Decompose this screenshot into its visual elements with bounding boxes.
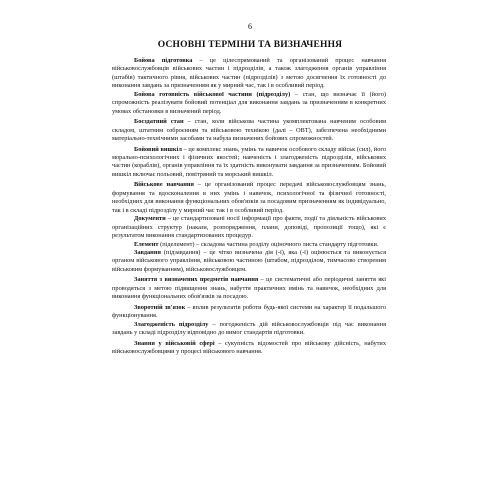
definition-text: – це організований процес передачі військовослужбовцям знань, формування та вдосконалення в них умінь і навичок, психологічної та фізичної готовності, необхідних для виконання функціональних обов'язків за посадовим призначенням як індивідуально, так і в складі підрозділу у мирний час так і в особливий період. [112,181,386,214]
definition-text: (піделемент) – складова частина розділу оціночного листа стандарту підготовки. [158,240,379,248]
definition-text: – це систематичні або періодичні заняття які проводяться з метою підвищення знань, набуття практичних вмінь та навичок, необхідних для виконання функціональних обов'язків за посадою. [112,276,386,301]
definition-text: – стан, коли військова частина укомплектована навченим особовим складом, штатним озброєнням та військовою технікою (далі – ОВТ), забезпечена необхідними матеріально-технічними засобами та набула визначених бойових спроможностей. [112,118,387,143]
definition-entry [112,304,386,321]
definition-entry [112,91,386,116]
definition-entry [112,276,386,301]
definition-term: Бойова підготовка [134,57,193,64]
definition-term: Завдання [134,248,161,256]
definition-entry [112,340,386,357]
definition-entry [112,57,386,91]
definition-text: – це цілеспрямований та організований процес навчання військовослужбовців військових частин і підрозділів, а також злагодження органів управління (штабів) тактичного рівня, військових частин (підрозділів) з метою досягнення їх готовності до виконання завдань за призначенням як у мирний час, так і в особливий період. [112,57,386,90]
definition-term: Злагодженість підрозділу [134,320,209,328]
definition-term: Документи [134,215,166,223]
definition-term: Знання у військовій сфері [134,339,215,347]
definition-entry [112,241,386,249]
definition-term: Заняття з визначених предметів навчання [134,276,259,284]
definition-text: – це комплекс знань, умінь та навичок особового складу військ (сил), його морально-психологічних і фізичних якостей; навченість і злагодженість підрозділів, військових частин (кораблів), органів управління та їх здатність виконувати завдання за призначенням. Бойовий вишкіл включає польовий, повітряний та морський вишкіл. [112,145,386,178]
page-title: ОСНОВНІ ТЕРМІНИ ТА ВИЗНАЧЕННЯ [157,40,343,50]
definition-term: Елемент [134,240,159,248]
definition-entry [112,321,386,338]
definition-text: – сукупність відомостей про військову дійсність, набутих військовослужбовцями у процесі військового навчання. [112,339,386,355]
definition-term: Бойова готовність військової частини (підрозділу) [134,90,291,98]
definition-entry [112,181,386,215]
page-number: 6 [248,22,252,31]
definition-entry [112,118,386,143]
definition-text: – це стандартизовані носії інформації про факти, події та діяльність військових організаційних структур (накази, розпорядження, плани, доповіді, пропозиції тощо), які є результатом виконання стандартизованих процедур. [112,215,386,240]
definition-entry [112,249,386,274]
definition-text: – вплив результатів роботи будь-якої системи на характер її подальшого функціонування. [112,303,386,320]
definition-term: Військове навчання [134,181,194,189]
definition-entry [112,215,386,240]
definition-text: – погодженість дій військовослужбовців під час виконання завдань у складі підрозділу відповідно до вимог стандартів підготовки. [112,320,386,337]
definition-term: Бойовий вишкіл [134,145,182,153]
definition-entry [112,146,386,180]
definition-text: (підзавдання) – це чітко визначена дія (-ї), яка (-ї) оцінюється та виконується органом військового управління, військовою частиною (штабом, підрозділом, тимчасово створеним військовим формуванням), військовослужбовцем. [112,248,386,273]
definition-term: Зворотній зв'язок [134,303,186,311]
definition-term: Боєздатний стан [134,118,184,126]
definitions-list [112,57,386,356]
definition-text: – стан, що визначає її (його) спроможність реалізувати бойовий потенціал для виконання завдань за призначенням в конкретних умовах обстановки в визначений період. [112,90,386,115]
